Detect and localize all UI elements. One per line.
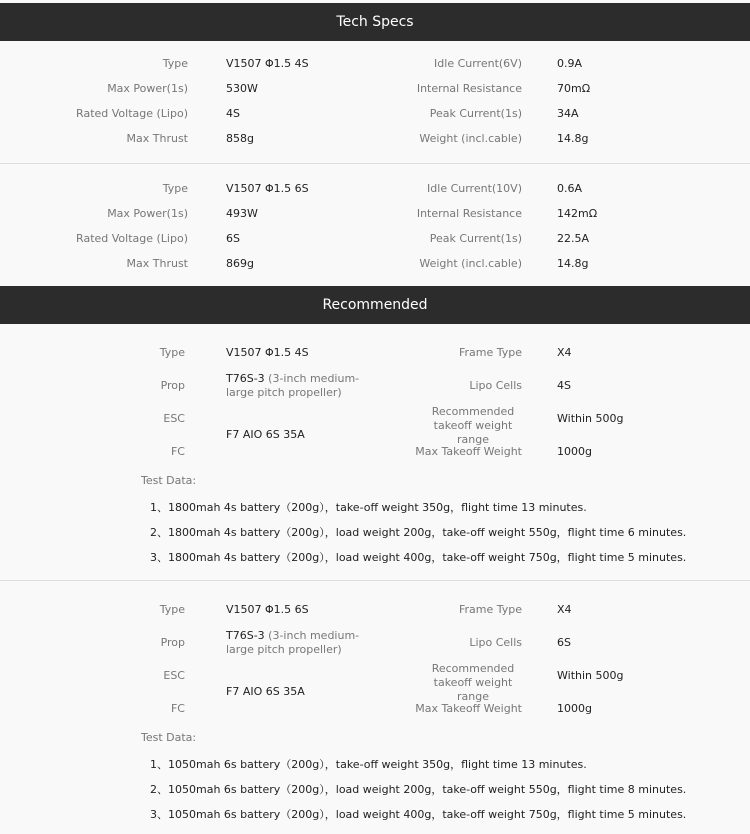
test-data-line: 1、1800mah 4s battery（200g），take-off weight 350g，flight time 13 minutes. (150, 501, 587, 514)
spec-value: 142mΩ (557, 207, 598, 220)
spec-value: 34A (557, 107, 579, 120)
spec-label: Rated Voltage (Lipo) (76, 107, 188, 120)
spec-value: 858g (226, 132, 254, 145)
rec-label: FC (170, 445, 185, 458)
rec-value: 6S (557, 636, 571, 649)
rec-label: Type (159, 346, 185, 359)
rec-label: ESC (163, 669, 185, 682)
prop-model: T76S-3 (226, 372, 265, 385)
test-data-label: Test Data: (141, 731, 197, 744)
spec-label: Peak Current(1s) (429, 232, 522, 245)
spec-label: Idle Current(6V) (434, 57, 522, 70)
rec-value: 4S (557, 379, 571, 392)
rec-label: Frame Type (458, 603, 522, 616)
rec-value: 1000g (557, 702, 592, 715)
spec-value: 493W (226, 207, 258, 220)
rec-label: Frame Type (458, 346, 522, 359)
test-data-line: 2、1050mah 6s battery（200g），load weight 200g，take-off weight 550g，flight time 8 minutes. (150, 783, 687, 796)
rec-label: Lipo Cells (469, 379, 522, 392)
rec-label: ESC (163, 412, 185, 425)
spec-label: Rated Voltage (Lipo) (76, 232, 188, 245)
rec-value: V1507 Φ1.5 6S (226, 603, 309, 616)
rec-label: Max Takeoff Weight (415, 445, 522, 458)
divider (0, 163, 750, 164)
spec-label: Weight (incl.cable) (419, 257, 522, 270)
rec-label: Type (159, 603, 185, 616)
prop-model: T76S-3 (226, 629, 265, 642)
spec-label: Max Power(1s) (107, 82, 188, 95)
spec-label: Max Thrust (126, 257, 188, 270)
prop-note: (3-inch medium-large pitch propeller) (226, 372, 360, 399)
rec-prop-value (226, 372, 386, 400)
spec-label: Internal Resistance (416, 82, 522, 95)
rec-label: Prop (160, 379, 185, 392)
rec-prop-value (226, 629, 386, 657)
rec-label: Recommended takeoff weight range (431, 405, 515, 446)
spec-value: V1507 Φ1.5 6S (226, 182, 309, 195)
rec-label: Max Takeoff Weight (415, 702, 522, 715)
rec-label: Prop (160, 636, 185, 649)
spec-label: Idle Current(10V) (427, 182, 522, 195)
spec-value: 14.8g (557, 257, 589, 270)
spec-value: 14.8g (557, 132, 589, 145)
test-data-line: 3、1800mah 4s battery（200g），load weight 400g，take-off weight 750g，flight time 5 minutes. (150, 551, 687, 564)
spec-value: 6S (226, 232, 240, 245)
spec-label: Weight (incl.cable) (419, 132, 522, 145)
test-data-line: 3、1050mah 6s battery（200g），load weight 400g，take-off weight 750g，flight time 5 minutes. (150, 808, 687, 821)
rec-label: Lipo Cells (469, 636, 522, 649)
test-data-label: Test Data: (141, 474, 197, 487)
spec-label: Internal Resistance (416, 207, 522, 220)
rec-label: Recommended takeoff weight range (431, 662, 515, 703)
tech-specs-header: Tech Specs (0, 3, 750, 41)
rec-value: Within 500g (557, 412, 624, 425)
spec-value: 0.9A (557, 57, 583, 70)
rec-value: 1000g (557, 445, 592, 458)
rec-value: Within 500g (557, 669, 624, 682)
spec-value: 4S (226, 107, 240, 120)
divider (0, 580, 750, 581)
spec-value: 869g (226, 257, 254, 270)
rec-value: F7 AIO 6S 35A (226, 428, 305, 441)
spec-value: V1507 Φ1.5 4S (226, 57, 309, 70)
spec-label: Type (162, 182, 188, 195)
spec-value: 530W (226, 82, 258, 95)
rec-value: X4 (557, 346, 572, 359)
spec-value: 70mΩ (557, 82, 591, 95)
rec-value: X4 (557, 603, 572, 616)
spec-label: Type (162, 57, 188, 70)
rec-value: F7 AIO 6S 35A (226, 685, 305, 698)
prop-note: (3-inch medium-large pitch propeller) (226, 629, 360, 656)
recommended-header: Recommended (0, 286, 750, 324)
spec-label: Max Power(1s) (107, 207, 188, 220)
spec-label: Peak Current(1s) (429, 107, 522, 120)
spec-label: Max Thrust (126, 132, 188, 145)
spec-value: 0.6A (557, 182, 583, 195)
test-data-line: 1、1050mah 6s battery（200g），take-off weight 350g，flight time 13 minutes. (150, 758, 587, 771)
spec-value: 22.5A (557, 232, 590, 245)
rec-value: V1507 Φ1.5 4S (226, 346, 309, 359)
test-data-line: 2、1800mah 4s battery（200g），load weight 200g，take-off weight 550g，flight time 6 minutes. (150, 526, 687, 539)
rec-label: FC (170, 702, 185, 715)
